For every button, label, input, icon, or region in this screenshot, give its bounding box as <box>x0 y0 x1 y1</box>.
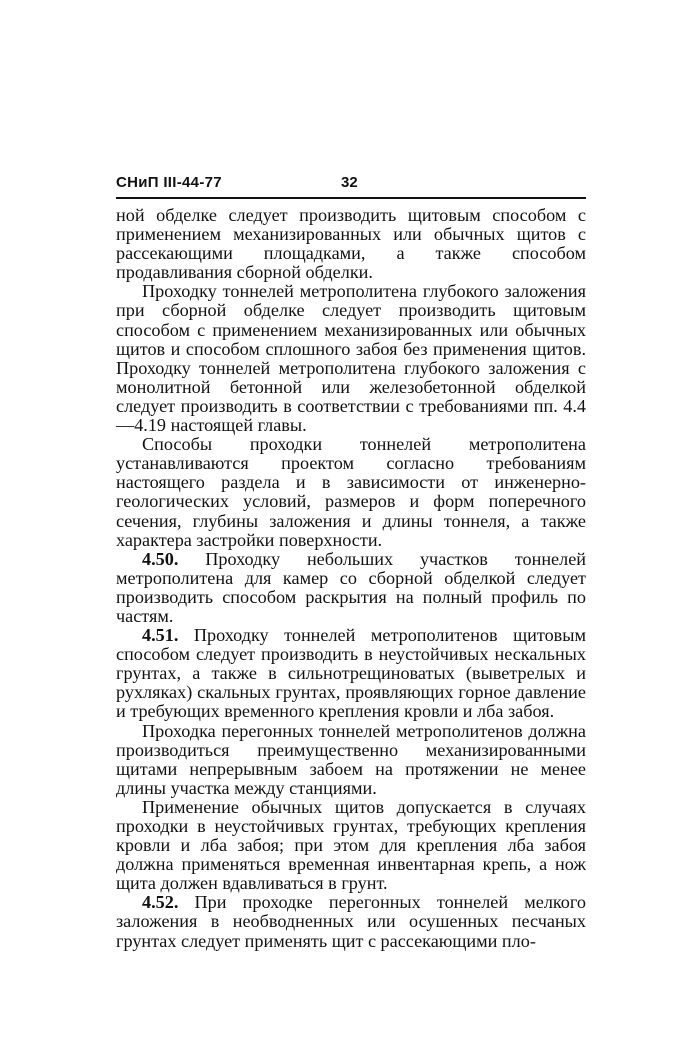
paragraph <box>116 206 586 282</box>
section-number: 4.50. <box>142 548 179 569</box>
body-text <box>116 206 586 951</box>
paragraph-text: Проходку тоннелей метрополитена глубокого заложения при сборной обделке следует производить щитовым способом с применением механизированных или обычных щитов и способом сплошного забоя без применения щитов. Проходку тоннелей метрополитена глубокого заложения с монолитной бетонной или железобетонной обделкой следует производить в соответствии с требованиями пп. 4.4—4.19 настоящей главы. <box>116 281 586 436</box>
page-number: 32 <box>341 174 358 191</box>
page-header <box>116 174 586 196</box>
paragraph-text: ной обделке следует производить щитовым способом с применением механизированных или обычных щитов с рассекающими площадками, а также способом продавливания сборной обделки. <box>116 205 586 283</box>
section-number: 4.52. <box>142 892 179 913</box>
paragraph <box>116 282 586 435</box>
paragraph <box>116 893 586 950</box>
paragraph-text: Проходка перегонных тоннелей метрополитенов должна производиться преимущественно механизированными щитами непрерывным забоем на протяжении не менее длины участка между станциями. <box>116 720 586 798</box>
paragraph-text: Применение обычных щитов допускается в случаях проходки в неустойчивых грунтах, требующих крепления кровли и лба забоя; при этом для крепления лба забоя должна применяться временная инвентарная крепь, а нож щита должен вдавливаться в грунт. <box>116 796 586 894</box>
paragraph <box>116 798 586 893</box>
paragraph-text: При проходке перегонных тоннелей мелкого заложения в необводненных или осушенных песчаных грунтах следует применять щит с рассекающими пло- <box>116 892 586 951</box>
paragraph-text: Проходку небольших участков тоннелей метрополитена для камер со сборной обделкой следует производить способом раскрытия на полный профиль по частям. <box>116 548 587 626</box>
paragraph <box>116 550 586 626</box>
paragraph-text: Способы проходки тоннелей метрополитена устанавливаются проектом согласно требованиям настоящего раздела и в зависимости от инженерно-геологических условий, размеров и форм поперечного сечения, глубины заложения и длины тоннеля, а также характера застройки поверхности. <box>116 434 586 550</box>
paragraph-text: Проходку тоннелей метрополитенов щитовым способом следует производить в неустойчивых нескальных грунтах, а также в сильнотрещиноватых (выветрелых и рухляках) скальных грунтах, проявляющих горное давление и требующих временного крепления кровли и лба забоя. <box>116 625 586 722</box>
document-code: СНиП III-44-77 <box>116 174 222 191</box>
paragraph <box>116 626 586 721</box>
section-number: 4.51. <box>142 625 179 646</box>
header-rule <box>116 197 586 199</box>
paragraph <box>116 435 586 550</box>
paragraph <box>116 722 586 798</box>
